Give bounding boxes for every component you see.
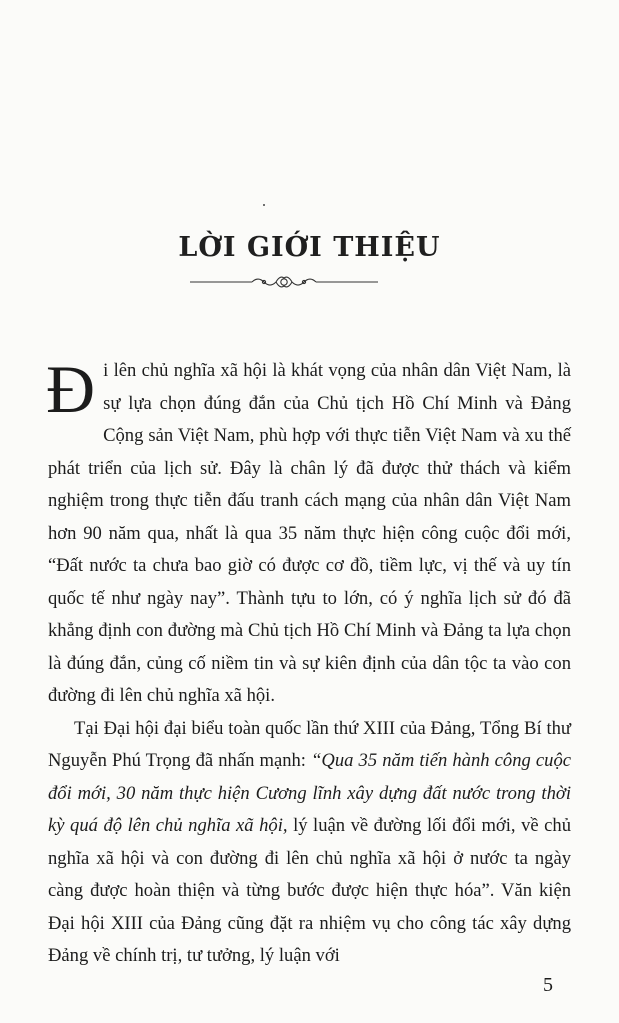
- paragraph-2-tail: lý luận về đường lối đổi mới, về chủ nghĩa xã hội và con đường đi lên chủ nghĩa xã hội ở nước ta ngày càng được hoàn thiện và từng bước được hiện thực hóa”. Văn kiện Đại hội XIII của Đảng cũng đặt ra nhiệm vụ cho công tác xây dựng Đảng về chính trị, tư tưởng, lý luận với: [48, 815, 571, 966]
- ink-speck: [263, 204, 265, 206]
- paragraph-2: [48, 713, 571, 973]
- drop-cap-letter: Đ: [46, 351, 96, 427]
- paragraph-1: [46, 351, 571, 713]
- main-text: [46, 351, 571, 973]
- paragraph-2-lead: Tại Đại hội đại biểu toàn quốc lần thứ XIII của Đảng, Tổng Bí thư Nguyễn Phú Trọng đã nhấn mạnh:: [48, 717, 571, 771]
- page-number: 5: [543, 974, 553, 996]
- title-ornament-divider: [190, 274, 378, 294]
- paragraph-1-text: i lên chủ nghĩa xã hội là khát vọng của nhân dân Việt Nam, là sự lựa chọn đúng đắn của Chủ tịch Hồ Chí Minh và Đảng Cộng sản Việt Nam, phù hợp với thực tiễn Việt Nam và xu thế phát triển của lịch sử. Đây là chân lý đã được thử thách và kiểm nghiệm trong thực tiễn đấu tranh cách mạng của nhân dân Việt Nam hơn 90 năm qua, nhất là qua 35 năm thực hiện công cuộc đổi mới, “Đất nước ta chưa bao giờ có được cơ đồ, tiềm lực, vị thế và uy tín quốc tế như ngày nay”. Thành tựu to lớn, có ý nghĩa lịch sử đó đã khẳng định con đường mà Chủ tịch Hồ Chí Minh và Đảng ta lựa chọn là đúng đắn, củng cố niềm tin và sự kiên định của dân tộc ta vào con đường đi lên chủ nghĩa xã hội.: [48, 360, 571, 706]
- page-title: LỜI GIỚI THIỆU: [178, 232, 441, 263]
- paragraph-2-quote: “Qua 35 năm tiến hành công cuộc đổi mới, 30 năm thực hiện Cương lĩnh xây dựng đất nước trong thời kỳ quá độ lên chủ nghĩa xã hội,: [48, 750, 571, 836]
